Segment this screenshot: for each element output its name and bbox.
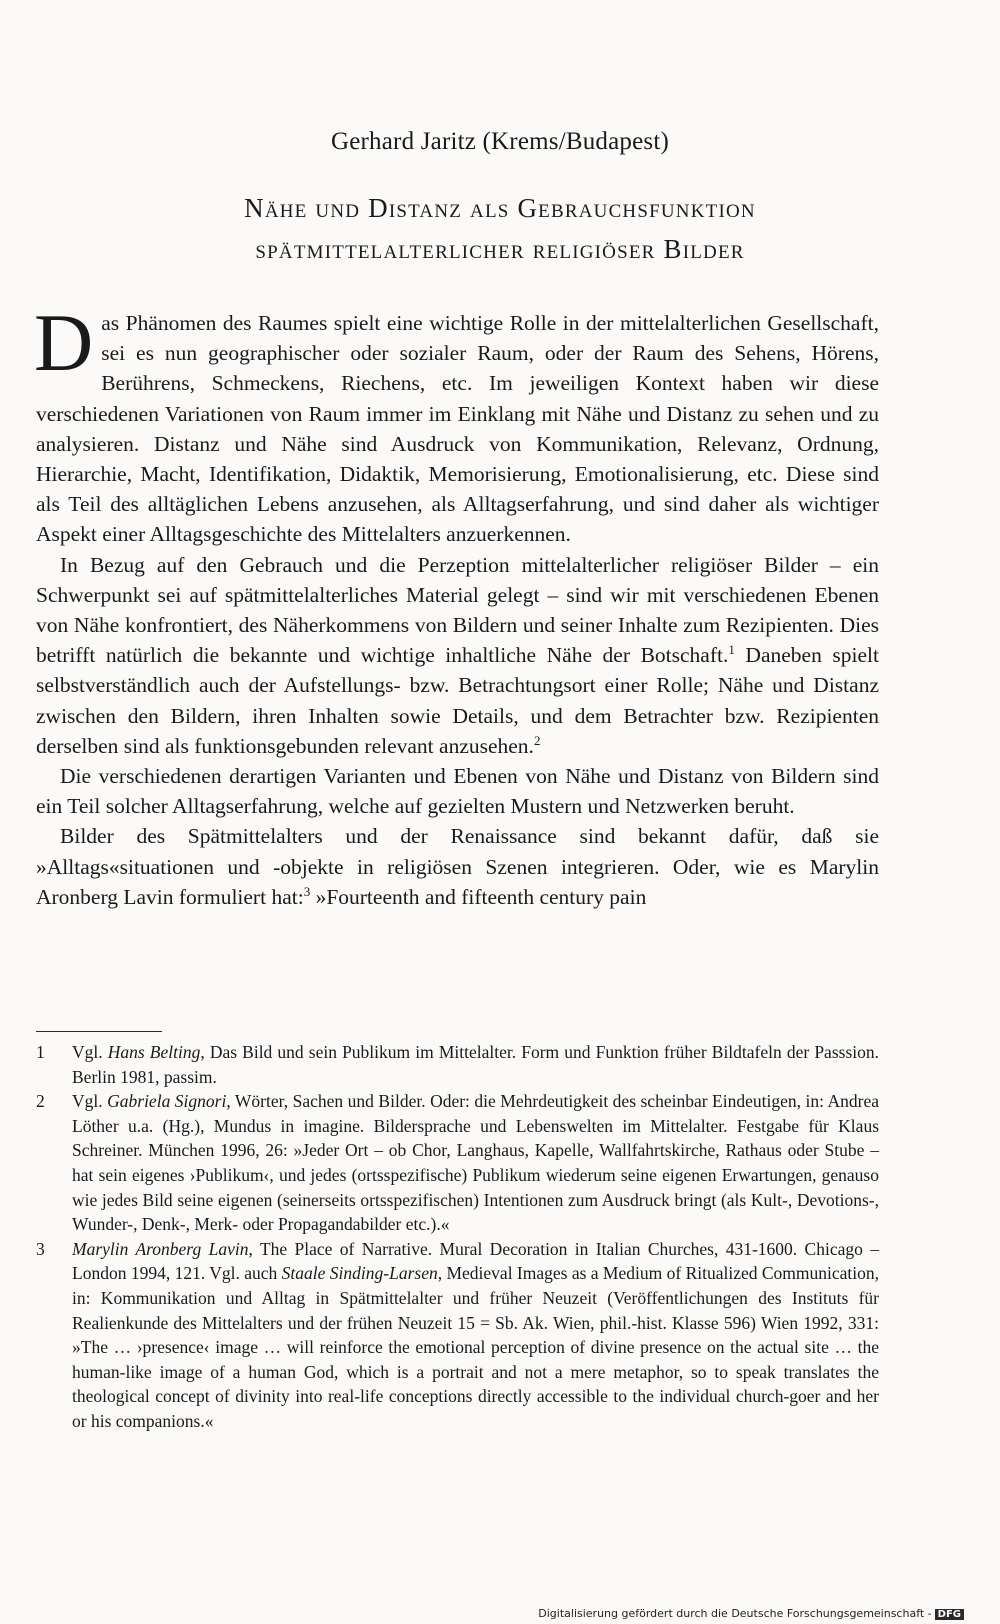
footnote-number: 3	[36, 1238, 45, 1259]
dfg-logo: DFG	[935, 1609, 964, 1620]
footnote-2	[36, 1089, 879, 1237]
paragraph-1-text: as Phänomen des Raumes spielt eine wichtige Rolle in der mittelalterlichen Gesellschaft, sei es nun geographischer oder sozialer Raum, oder der Raum des Sehens, Hörens, Berührens, Schmeckens, Riechens, etc. Im jeweiligen Kontext haben wir diese verschiedenen Variationen von Raum immer im Einklang mit Nähe und Distanz zu sehen und zu analysieren. Distanz und Nähe sind Ausdruck von Kommunikation, Relevanz, Ordnung, Hierarchie, Macht, Identifikation, Didaktik, Memorisierung, Emotionalisierung, etc. Diese sind als Teil des alltäglichen Lebens anzusehen, als Alltagserfahrung, und sind daher als wichtiger Aspekt einer Alltagsgeschichte des Mittelalters anzuerkennen.	[36, 311, 879, 547]
footnote-text: , Das Bild und sein Publikum im Mittelalter. Form und Funktion früher Bildtafeln der Passsion. Berlin 1981, passim.	[72, 1042, 879, 1087]
footer-text: Digitalisierung gefördert durch die Deutsche Forschungsgemeinschaft -	[538, 1607, 932, 1620]
digitization-footer	[538, 1607, 964, 1620]
drop-cap: D	[34, 297, 94, 388]
footnote-1	[36, 1040, 879, 1089]
footnote-text: , Wörter, Sachen und Bilder. Oder: die Mehrdeutigkeit des scheinbar Eindeutigen, in: Andrea Löther u.a. (Hg.), Mundus in imagine. Bildersprache und Lebenswelten im Mittelalter. Festgabe für Klaus Schreiner. München 1996, 26: »Jeder Ort – ob Chor, Langhaus, Kapelle, Wallfahrtskirche, Rathaus oder Stube – hat sein eigenes ›Publikum‹, und jedes (ortsspezifische) Publikum wiederum seine eigenen Erwartungen, genauso wie jedes Bild seine eigenen (seinerseits ortsspezifischen) Intentionen zum Ausdruck bringt (als Kult-, Devotions-, Wunder-, Denk-, Merk- oder Propagandabilder etc.).«	[72, 1091, 879, 1235]
footnote-text: Vgl.	[72, 1091, 108, 1112]
title-line-2: spätmittelalterlicher religiöser Bilder	[255, 234, 745, 264]
footnotes	[36, 1040, 879, 1434]
paragraph-3: Die verschiedenen derartigen Varianten und Ebenen von Nähe und Distanz von Bildern sind ein Teil solcher Alltagserfahrung, welche auf gezielten Mustern und Netzwerken beruht.	[36, 764, 879, 819]
paragraph-4-text-a: Bilder des Spätmittelalters und der Renaissance sind bekannt dafür, daß sie »Alltags«situationen und -objekte in religiösen Szenen integrieren. Oder, wie es Marylin Aronberg Lavin formuliert hat:	[36, 824, 879, 909]
footnote-text: Vgl.	[72, 1042, 108, 1062]
footnote-ref-3[interactable]: 3	[303, 883, 311, 899]
article-title	[0, 188, 1000, 270]
paragraph-2-text-a: In Bezug auf den Gebrauch und die Perzeption mittelalterlicher religiöser Bilder – ein Schwerpunkt sei auf spätmittelalterliches Material gelegt – sind wir mit verschiedenen Ebenen von Nähe konfrontiert, des Näherkommens von Bildern und seiner Inhalte zum Rezipienten. Dies betrifft natürlich die bekannte und wichtige inhaltliche Nähe der Botschaft.	[36, 552, 879, 668]
footnote-separator	[36, 1031, 162, 1032]
main-text	[34, 297, 879, 912]
paragraph-4	[36, 821, 879, 912]
paragraph-4-text-b: »Fourteenth and fifteenth century pain	[310, 884, 647, 909]
paragraph-2-text-b: Daneben spielt selbstverständlich auch der Aufstellungs- bzw. Betrachtungsort einer Rolle; Nähe und Distanz zwischen den Bildern, ihren Inhalten sowie Details, und dem Betrachter bzw. Rezipienten derselben sind als funktionsgebunden relevant anzusehen.	[36, 643, 879, 758]
footnote-author: Marylin Aronberg Lavin	[72, 1238, 249, 1259]
footnote-ref-2[interactable]: 2	[533, 732, 541, 748]
footnote-3	[36, 1237, 879, 1434]
footnote-author: Hans Belting	[107, 1042, 201, 1062]
footnote-number: 1	[36, 1042, 45, 1062]
footnote-text: , The Place of Narrative. Mural Decoration in Italian Churches, 431-1600. Chicago – London 1994, 121. Vgl. auch	[72, 1238, 879, 1284]
footnote-number: 2	[36, 1091, 45, 1112]
footnote-ref-1[interactable]: 1	[728, 642, 735, 658]
paragraph-1	[34, 297, 879, 550]
footnote-author: Gabriela Signori	[107, 1091, 227, 1112]
author-line: Gerhard Jaritz (Krems/Budapest)	[330, 128, 670, 155]
paragraph-2	[36, 550, 879, 761]
footnote-author-2: Staale Sinding-Larsen	[281, 1263, 438, 1284]
footnote-text: , Medieval Images as a Medium of Ritualized Communication, in: Kommunikation und Alltag in Spätmittelalter und früher Neuzeit (Veröffentlichungen des Instituts für Realienkunde des Mittelalters und der frühen Neuzeit 15 = Sb. Ak. Wien, phil.-hist. Klasse 596) Wien 1992, 331: »The … ›presence‹ image … will reinforce the emotional perception of divine presence on the actual site … the human-like image of a human God, which is a portrait and not a mere metaphor, so to speak translates the theological concept of divinity into real-life conceptions directly accessible to the individual church-goer and her or his companions.«	[72, 1263, 880, 1431]
title-line-1: Nähe und Distanz als Gebrauchsfunktion	[244, 193, 756, 223]
